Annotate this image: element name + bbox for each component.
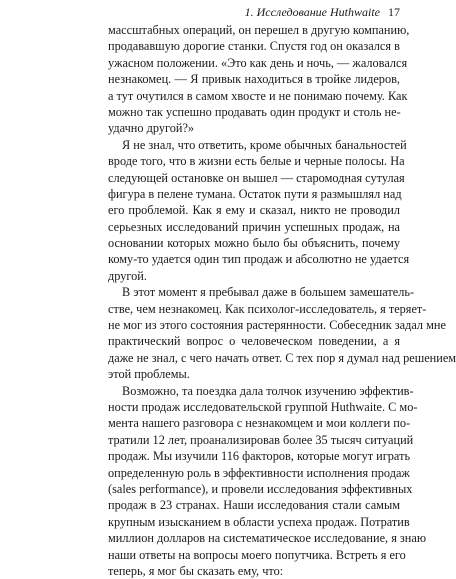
text-line: этой проблемы. xyxy=(108,367,190,382)
text-line: продававшую дорогие станки. Спустя год он оказался в xyxy=(108,39,400,54)
text-line: стве, чем незнакомец. Как психолог-исследователь, я теряет- xyxy=(108,301,427,316)
text-line: продаж в 23 странах. Наши исследования стали самым xyxy=(108,498,400,513)
text-line: другой. xyxy=(108,268,147,283)
text-line: крупным изысканием в области успеха продаж. Потратив xyxy=(108,514,410,529)
text-line: практический вопрос о человеческом поведении, а я xyxy=(108,334,400,349)
text-line: продаж. Мы изучили 116 факторов, которые могут играть xyxy=(108,449,411,464)
text-line: В этот момент я пребывал даже в большем замешатель- xyxy=(122,285,415,300)
body-text xyxy=(108,22,456,579)
text-line: фигура в пелене тумана. Остаток пути я размышлял над xyxy=(108,186,402,201)
text-line: теперь, я мог бы сказать ему, что: xyxy=(108,563,284,578)
text-line: ужасном положении. «Это как день и ночь, — жаловался xyxy=(108,55,408,70)
running-head xyxy=(108,5,400,21)
text-line: (sales performance), и провели исследования эффективных xyxy=(108,481,413,496)
text-line: его проблемой. Как я ему и сказал, никто не проводил xyxy=(108,203,400,218)
text-line: определенную роль в эффективности исполнения продаж xyxy=(108,465,410,480)
text-line: основании которых можно было бы объяснить, почему xyxy=(108,236,400,251)
text-line: незнакомец. — Я привык находиться в тройке лидеров, xyxy=(108,72,400,87)
text-line: следующей остановке он вышел — старомодная сутулая xyxy=(108,170,405,185)
chapter-title: 1. Исследование Huthwaite xyxy=(244,5,380,19)
text-line: Я не знал, что ответить, кроме обычных банальностей xyxy=(122,137,407,152)
text-line: а тут очутился в самом хвосте и не понимаю почему. Как xyxy=(108,88,408,103)
page-number: 17 xyxy=(388,5,400,19)
text-line: даже не знал, с чего начать ответ. С тех пор я думал над решением xyxy=(108,350,456,365)
text-line: кому-то удается один тип продаж и абсолютно не удается xyxy=(108,252,410,267)
text-line: серьезных исследований причин успешных продаж, на xyxy=(108,219,400,234)
text-line: мента нашего разговора с незнакомцем и мои коллеги по- xyxy=(108,416,411,431)
text-line: удачно другой?» xyxy=(108,121,195,136)
text-line: вроде того, что в жизни есть белые и черные полосы. На xyxy=(108,154,405,169)
text-line: Возможно, та поездка дала толчок изучению эффектив- xyxy=(122,383,414,398)
text-line: миллион долларов на систематическое исследование, я знаю xyxy=(108,531,427,546)
text-line: массштабных операций, он перешел в другую компанию, xyxy=(108,23,410,37)
text-line: можно так успешно продавать один продукт и столь не- xyxy=(108,104,401,119)
text-line: не мог из этого состояния растерянности. Собеседник задал мне xyxy=(108,318,446,333)
text-line: тратили 12 лет, проанализировав более 35 тысяч ситуаций xyxy=(108,432,414,447)
text-line: наши ответы на вопросы моего попутчика. Встреть я его xyxy=(108,547,406,562)
text-line: ности продаж исследовательской группой Huthwaite. С мо- xyxy=(108,399,418,414)
